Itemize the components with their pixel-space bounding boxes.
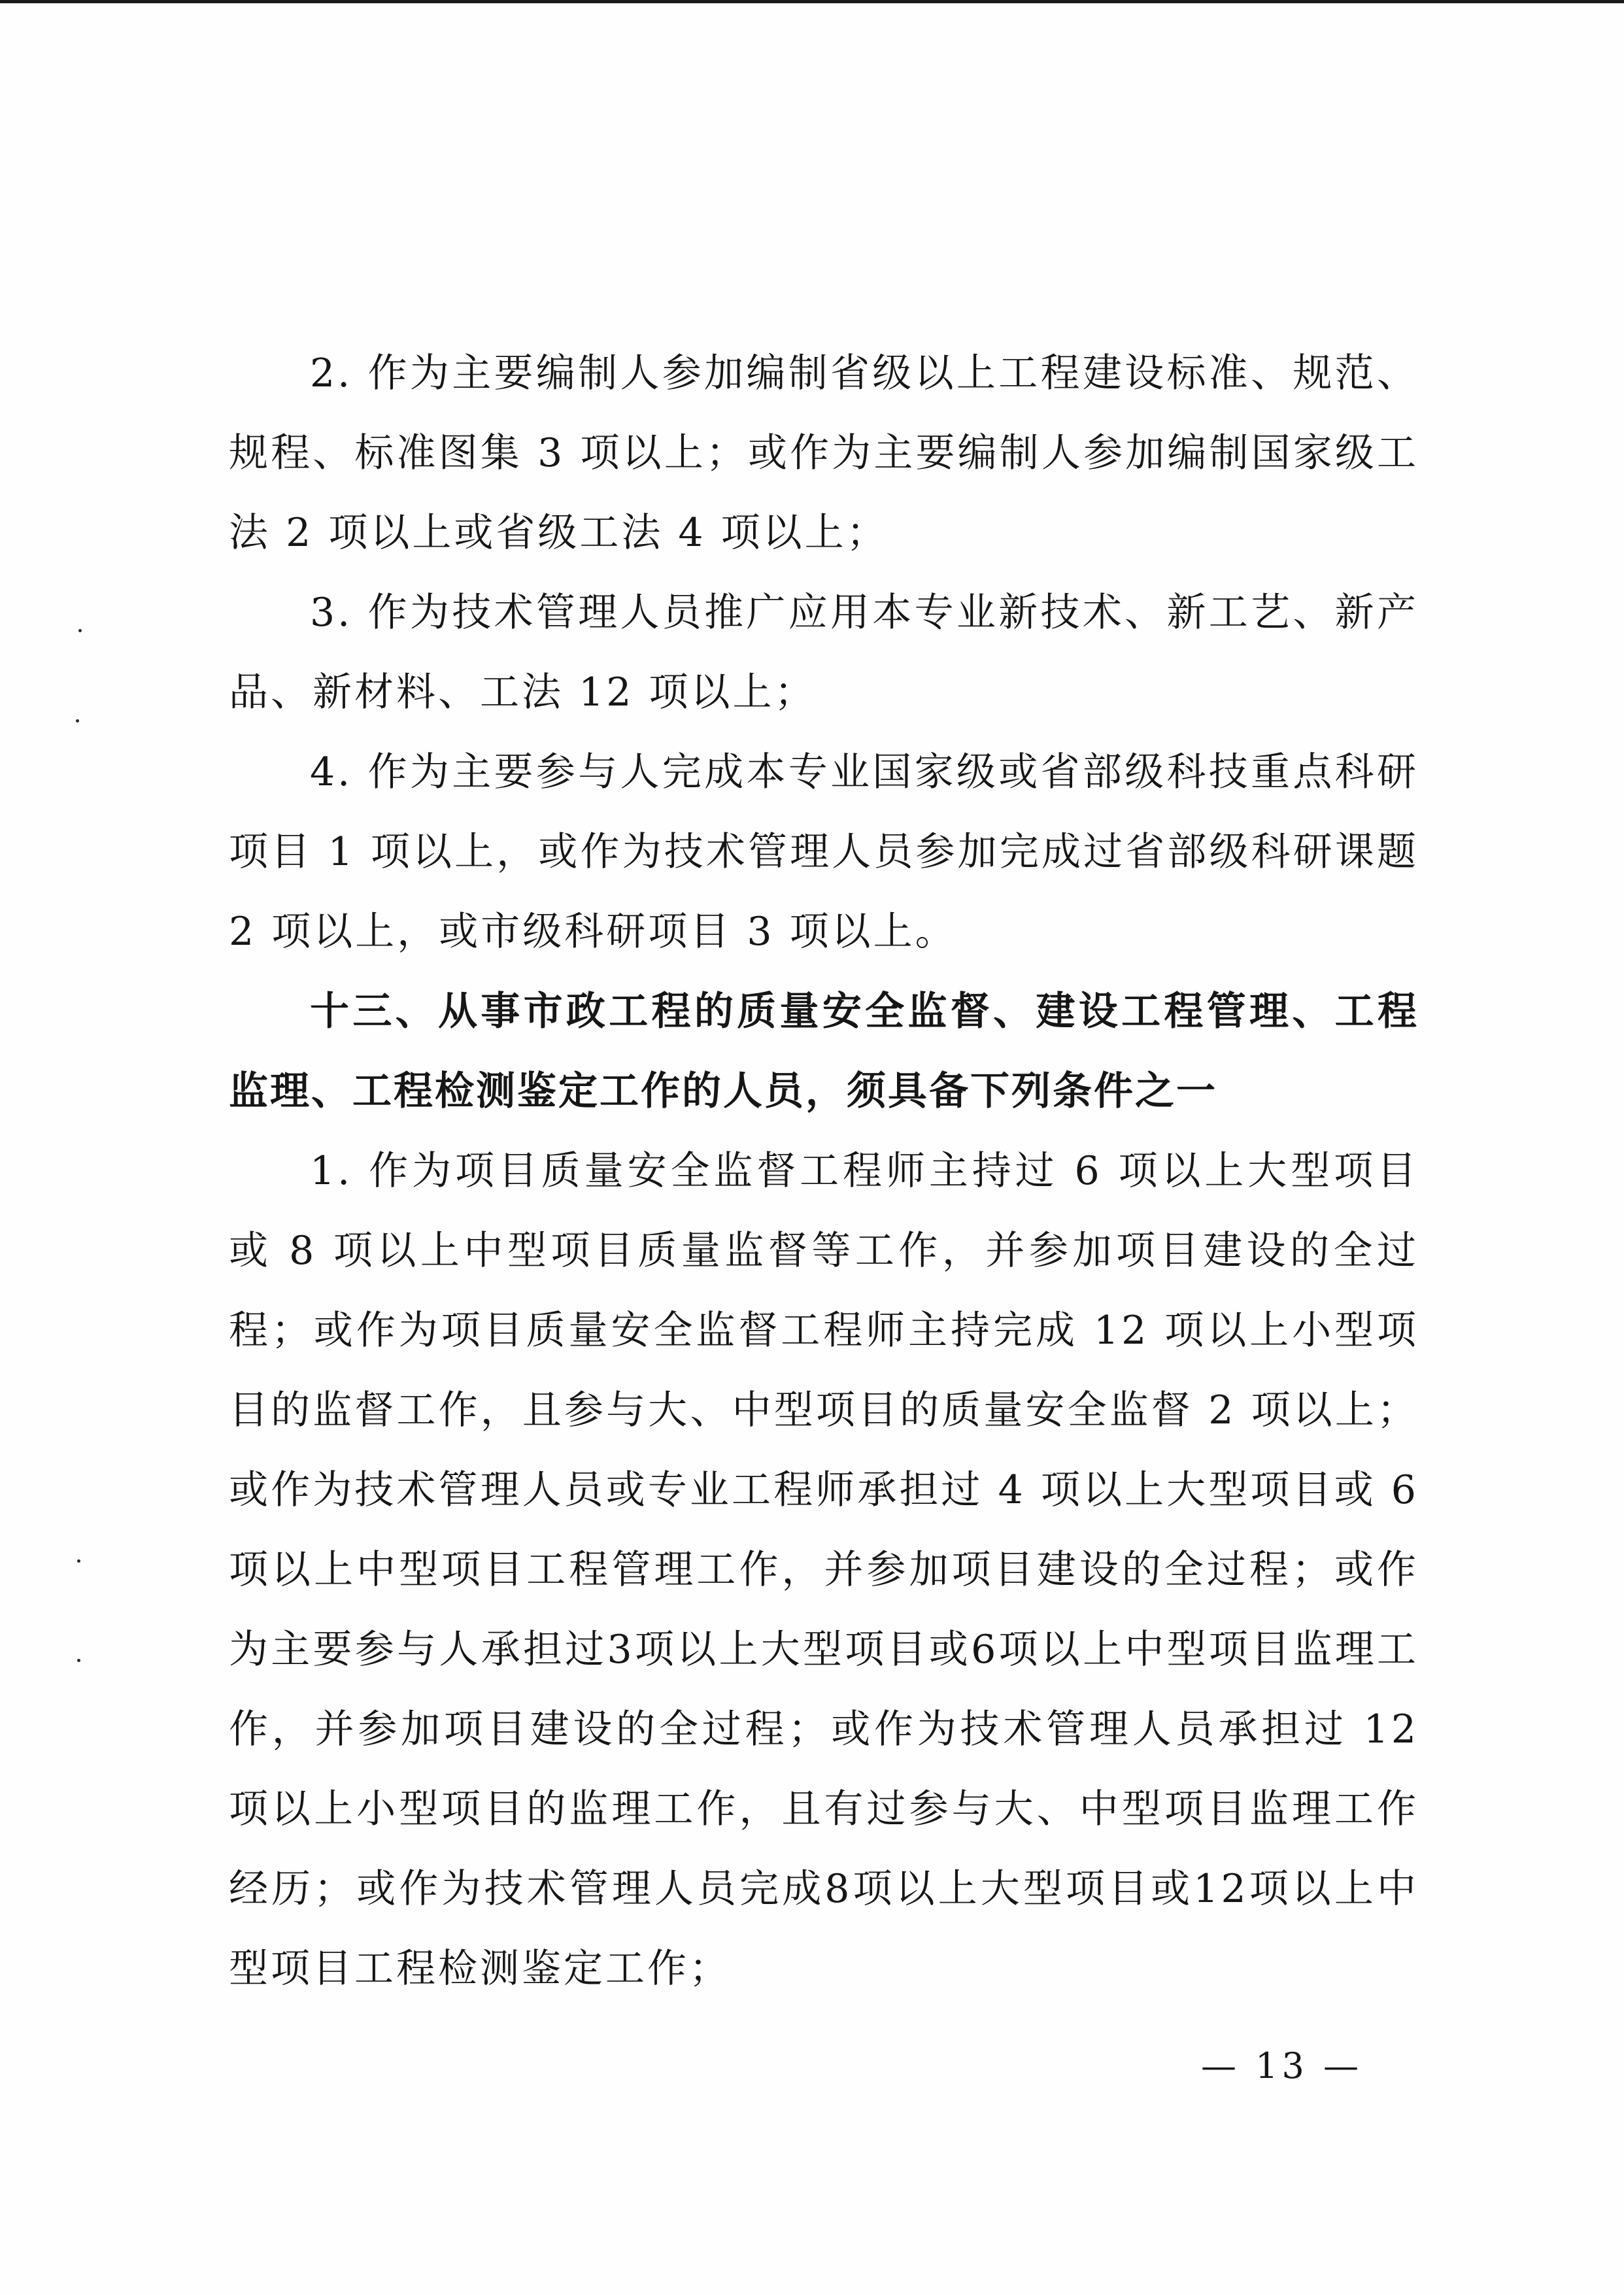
paragraph-item-3: 3. 作为技术管理人员推广应用本专业新技术、新工艺、新产品、新材料、工法 12 项以上； (229, 590, 1419, 715)
section-item-1: 1. 作为项目质量安全监督工程师主持过 6 项以上大型项目或 8 项以上中型项目质量监督等工作，并参加项目建设的全过程；或作为项目质量安全监督工程师主持完成 12 项以上小型项目的监督工作，且参与大、中型项目的质量安全监督 2 项以上；或作为技术管理人员或专业工程师承担过 4 项以上大型项目或 6 项以上中型项目工程管理工作，并参加项目建设的全过程；或作为主要参与人承担过3项以上大型项目或6项以上中型项目监理工作，并参加项目建设的全过程；或作为技术管理人员承担过 12 项以上小型项目的监理工作，且有过参与大、中型项目监理工作经历；或作为技术管理人员完成8项以上大型项目或12项以上中型项目工程检测鉴定工作； (229, 1148, 1419, 1992)
scan-speck (77, 1559, 80, 1563)
paragraph-item-4: 4. 作为主要参与人完成本专业国家级或省部级科技重点科研项目 1 项以上，或作为技术管理人员参加完成过省部级科研课题 2 项以上，或市级科研项目 3 项以上。 (229, 749, 1419, 955)
section-heading: 十三、从事市政工程的质量安全监督、建设工程管理、工程监理、工程检测鉴定工作的人员，须具备下列条件之一 (229, 989, 1419, 1114)
document-body (229, 333, 1419, 2009)
page-number: — 13 — (1200, 2045, 1362, 2086)
scan-speck (77, 1659, 80, 1662)
paragraph-item-2: 2. 作为主要编制人参加编制省级以上工程建设标准、规范、规程、标准图集 3 项以上；或作为主要编制人参加编制国家级工法 2 项以上或省级工法 4 项以上； (229, 350, 1419, 556)
scan-speck (78, 629, 82, 632)
scan-top-edge (0, 0, 1624, 3)
scan-speck (76, 719, 79, 722)
